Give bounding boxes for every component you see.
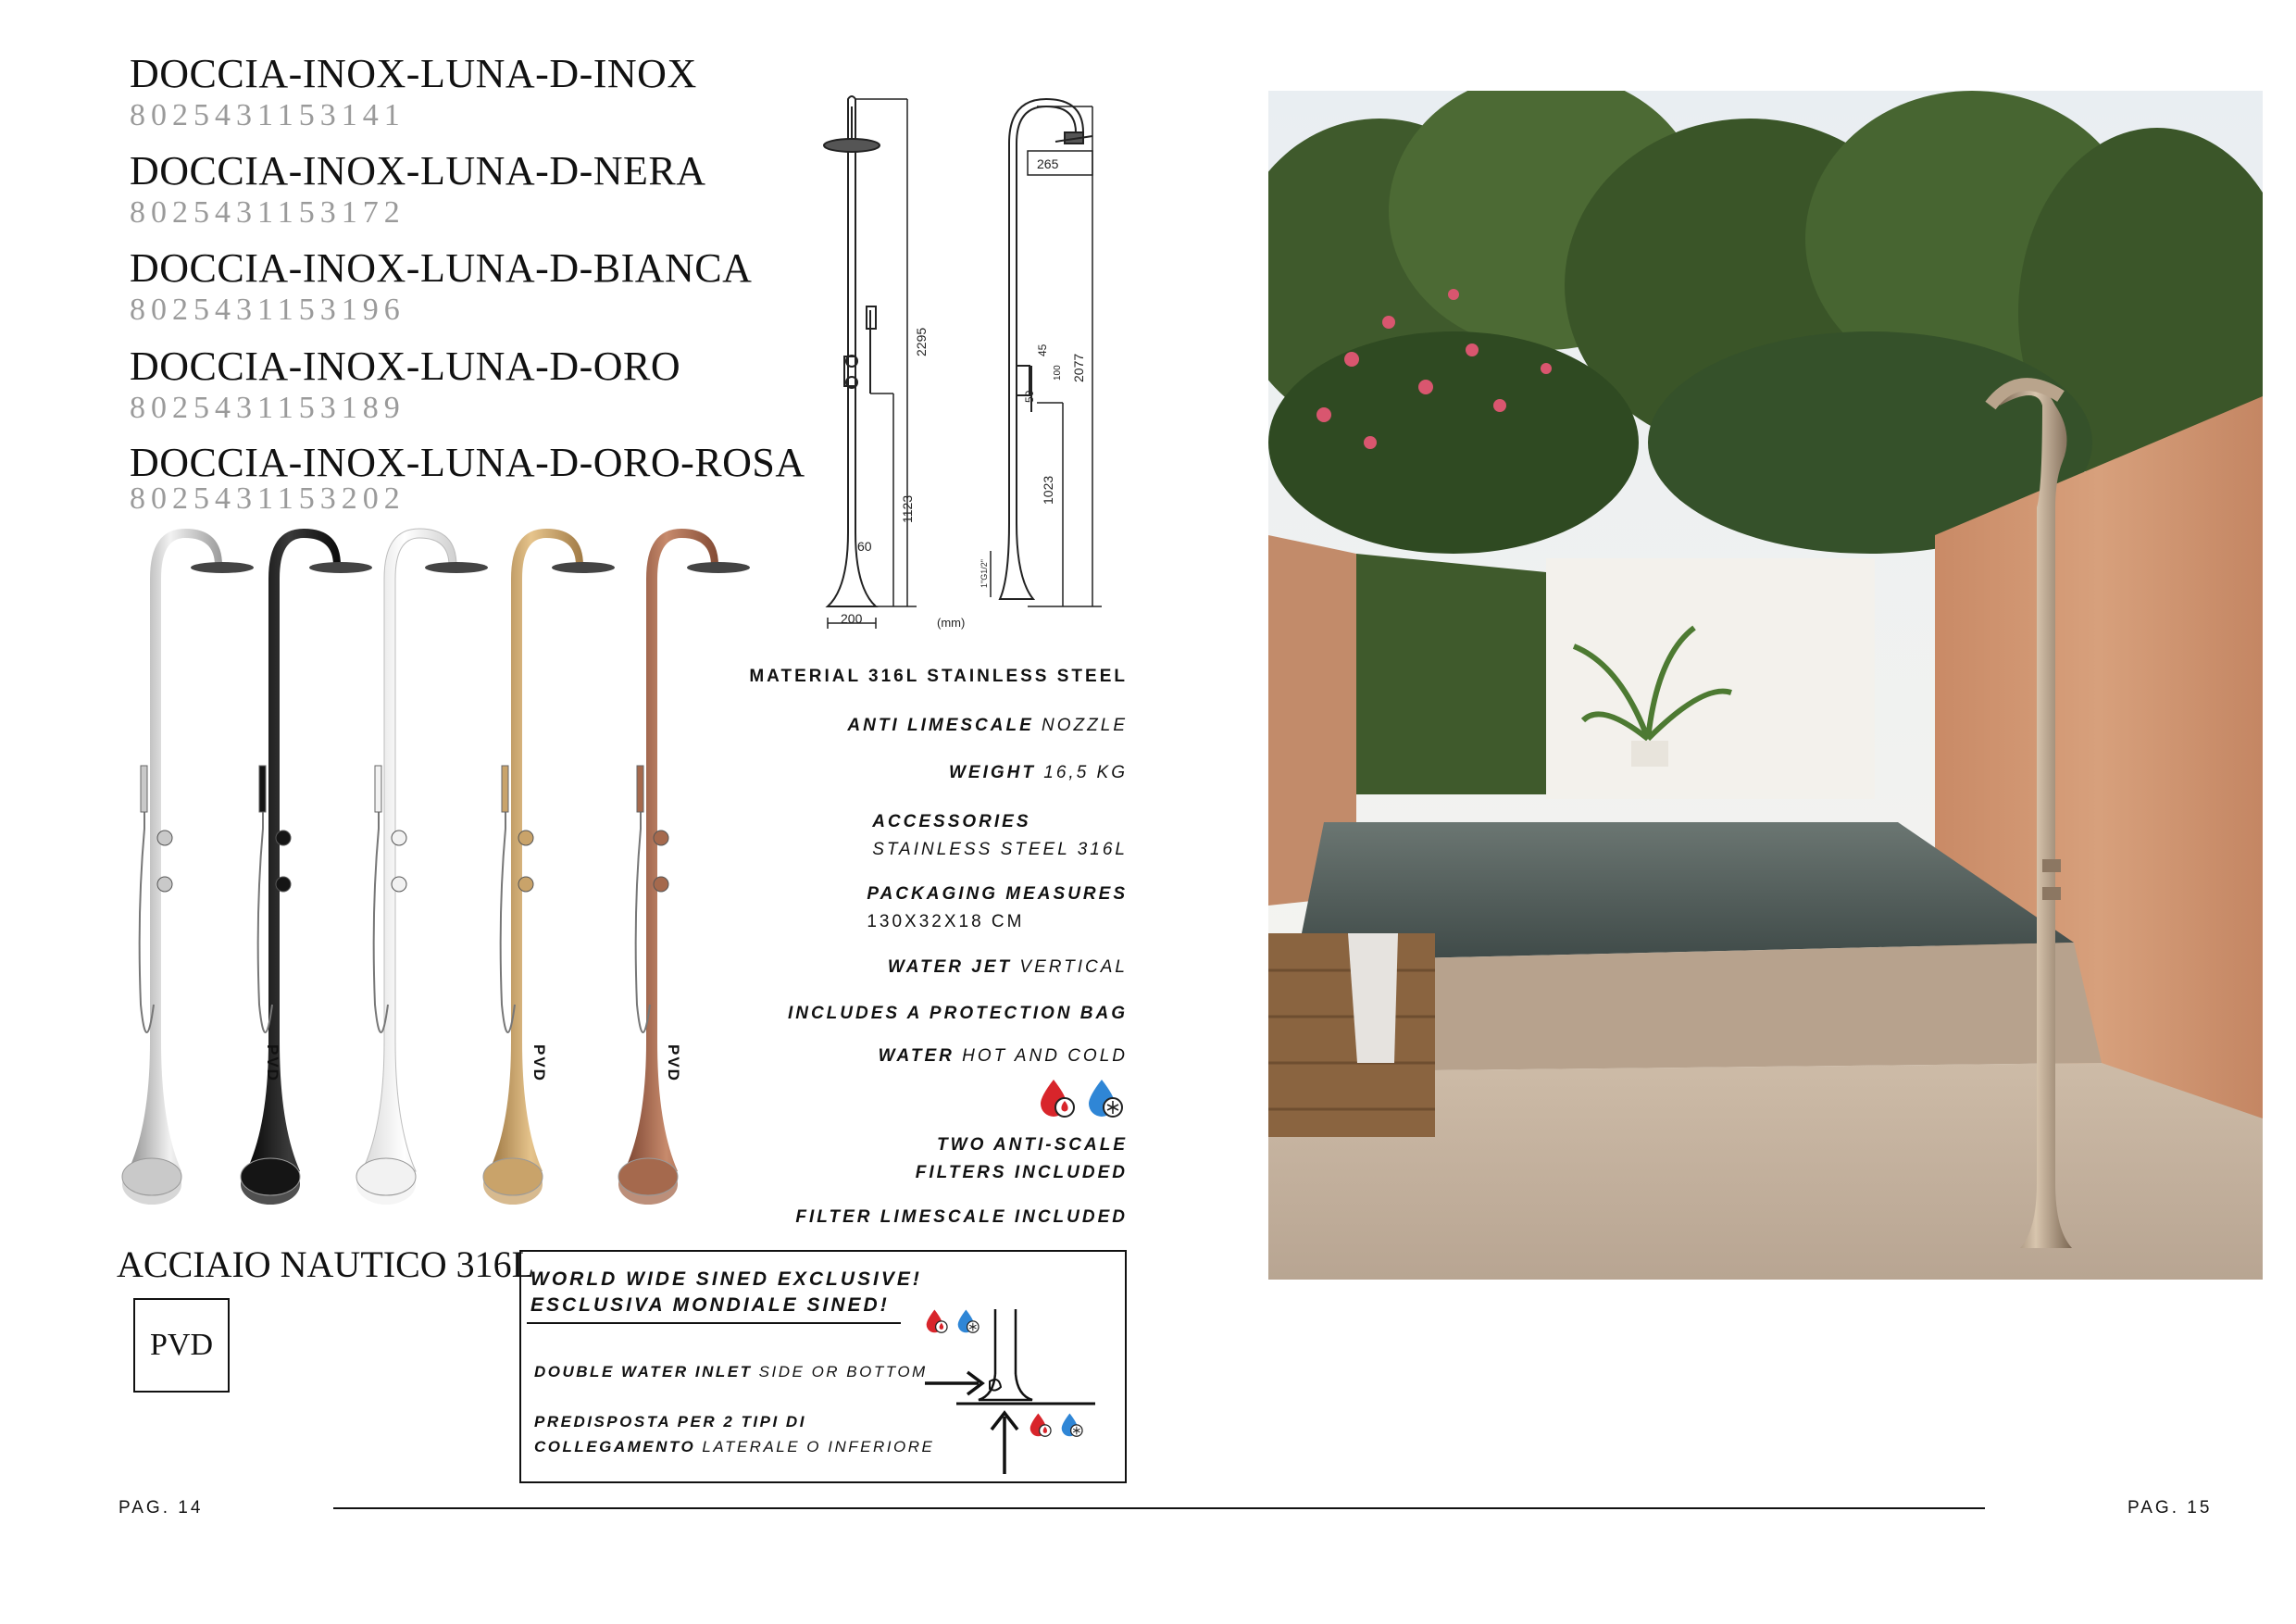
- spec-material: MATERIAL 316L STAINLESS STEEL: [749, 667, 1128, 686]
- product-name: DOCCIA-INOX-LUNA-D-ORO: [130, 344, 681, 389]
- finish-swatch-0: [122, 1158, 181, 1205]
- finish-label-pvd: PVD: [530, 1044, 548, 1082]
- product-entry: [130, 440, 805, 516]
- dim-thread: 1"G1/2": [980, 559, 989, 588]
- dim-mixer-right: 1023: [1041, 475, 1055, 505]
- dim-total-left: 2295: [914, 327, 929, 356]
- spec-filters: TWO ANTI-SCALE FILTERS INCLUDED: [915, 1135, 1128, 1182]
- finish-label-pvd: PVD: [264, 1044, 281, 1082]
- shower-head: [425, 562, 488, 573]
- hand-shower: [637, 766, 643, 812]
- product-name: DOCCIA-INOX-LUNA-D-BIANCA: [130, 245, 753, 291]
- mixer-knob: [654, 831, 668, 845]
- mixer-knob: [654, 877, 668, 892]
- product-code: 8025431153172: [130, 195, 406, 230]
- dim-50: 50: [1023, 390, 1036, 403]
- exclusive-box: [519, 1250, 1127, 1483]
- product-code: 8025431153196: [130, 293, 406, 327]
- spec-protection-bag: INCLUDES A PROTECTION BAG: [787, 1004, 1128, 1023]
- finish-label-pvd: PVD: [665, 1044, 682, 1082]
- double-inlet-text: DOUBLE WATER INLET SIDE OR BOTTOM: [534, 1363, 928, 1380]
- spec-water: WATER HOT AND COLD: [878, 1046, 1128, 1066]
- spec-accessories: ACCESSORIES STAINLESS STEEL 316L: [872, 812, 1128, 859]
- mixer-knob: [392, 831, 406, 845]
- lifestyle-photo: [1268, 91, 2263, 1280]
- dim-100: 100: [1053, 365, 1063, 381]
- predisposta-line2: COLLEGAMENTO LATERALE O INFERIORE: [534, 1438, 935, 1455]
- product-entry: [130, 346, 680, 424]
- spec-weight: WEIGHT 16,5 KG: [949, 763, 1128, 782]
- dim-mixer-left: 1123: [900, 494, 915, 523]
- shower-column-3: [489, 529, 615, 1171]
- mixer-knob: [157, 831, 172, 845]
- product-name: DOCCIA-INOX-LUNA-D-INOX: [130, 51, 697, 96]
- product-entry: [130, 51, 697, 132]
- dim-total-right: 2077: [1071, 353, 1086, 382]
- mixer-knob: [276, 831, 291, 845]
- hand-shower: [502, 766, 508, 812]
- mixer-knob: [518, 831, 533, 845]
- mixer-knob: [157, 877, 172, 892]
- technical-drawing: [815, 88, 1129, 634]
- predisposta-line1: PREDISPOSTA PER 2 TIPI DI: [534, 1413, 806, 1430]
- page-number-left: PAG. 14: [119, 1498, 204, 1518]
- shower-finishes-illustration: [111, 523, 778, 1227]
- dim-unit: (mm): [937, 616, 966, 630]
- page-number-right: PAG. 15: [2128, 1498, 2213, 1518]
- hand-shower: [375, 766, 381, 812]
- spec-limescale: ANTI LIMESCALE NOZZLE: [847, 716, 1128, 735]
- shower-column-4: [624, 529, 750, 1171]
- shower-head: [191, 562, 254, 573]
- product-entry: [130, 245, 753, 327]
- divider: [527, 1322, 901, 1324]
- product-code: 8025431153202: [130, 481, 406, 516]
- product-code: 8025431153141: [130, 98, 406, 132]
- dim-45: 45: [1036, 344, 1049, 356]
- spec-packaging: PACKAGING MEASURES 130X32X18 CM: [867, 884, 1128, 931]
- dim-offset: 60: [857, 539, 872, 554]
- shower-column-2: [362, 529, 488, 1171]
- material-title: ACCIAIO NAUTICO 316L: [117, 1243, 535, 1285]
- finish-swatch-2: [356, 1158, 416, 1205]
- shower-head: [687, 562, 750, 573]
- product-name: DOCCIA-INOX-LUNA-D-NERA: [130, 148, 706, 194]
- cold-water-icon: [1089, 1080, 1122, 1117]
- product-entry: [130, 148, 706, 230]
- spec-filter-limescale: FILTER LIMESCALE INCLUDED: [795, 1207, 1128, 1227]
- finish-swatch-1: [241, 1158, 300, 1205]
- product-code: 8025431153189: [130, 391, 406, 425]
- spec-water-jet: WATER JET VERTICAL: [887, 957, 1128, 977]
- inlet-diagram: [919, 1307, 1114, 1480]
- finish-swatch-4: [618, 1158, 678, 1205]
- dim-base: 200: [841, 611, 863, 626]
- exclusive-title-en: WORLD WIDE SINED EXCLUSIVE!: [530, 1268, 922, 1290]
- dim-arm: 265: [1037, 156, 1059, 171]
- product-name: DOCCIA-INOX-LUNA-D-ORO-ROSA: [130, 440, 805, 485]
- hand-shower: [141, 766, 147, 812]
- shower-head: [309, 562, 372, 573]
- footer-divider: [333, 1507, 1985, 1509]
- exclusive-title-it: ESCLUSIVA MONDIALE SINED!: [530, 1294, 890, 1316]
- pvd-badge: PVD: [133, 1298, 230, 1393]
- hand-shower: [259, 766, 266, 812]
- shower-column-0: [128, 529, 254, 1171]
- finish-swatch-3: [483, 1158, 543, 1205]
- mixer-knob: [276, 877, 291, 892]
- mixer-knob: [392, 877, 406, 892]
- hot-water-icon: [1041, 1080, 1074, 1117]
- shower-head: [552, 562, 615, 573]
- hot-cold-icons: [1035, 1076, 1133, 1120]
- mixer-knob: [518, 877, 533, 892]
